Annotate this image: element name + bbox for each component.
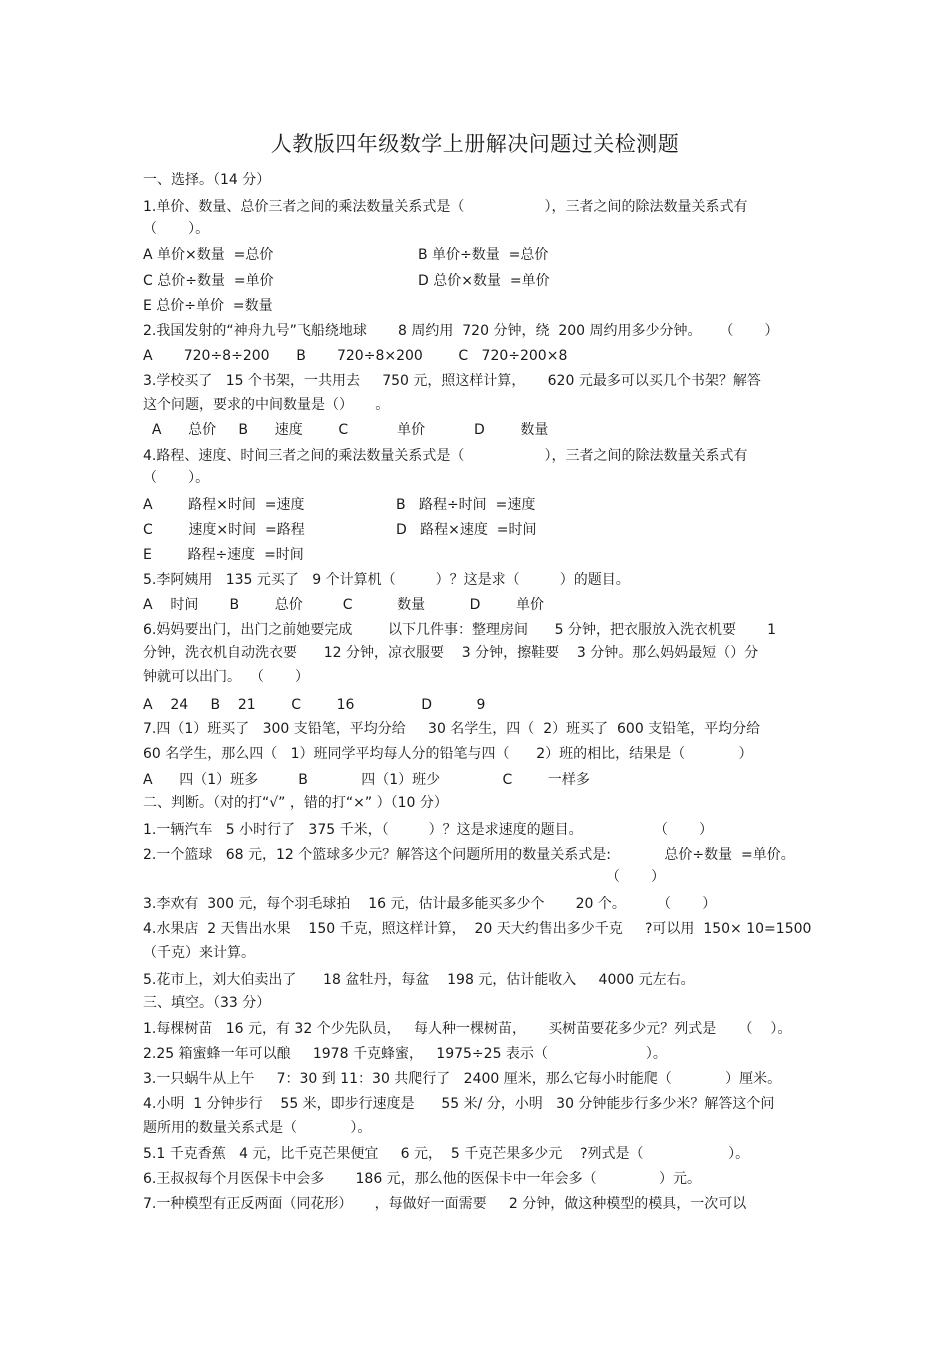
question-1-option-c: C 总价÷数量 =单价 bbox=[143, 273, 274, 289]
fill-1: 1.每棵树苗 16 元，有 32 个少先队员， 每人种一棵树苗， 买树苗要花多少元？列式是 （ ）。 bbox=[143, 1021, 792, 1037]
judge-1: 1.一辆汽车 5 小时行了 375 千米，（ ）？这是求速度的题目。 （ ） bbox=[143, 822, 713, 838]
fill-4-line-1: 4.小明 1 分钟步行 55 米，即步行速度是 55 米/ 分，小明 30 分钟能步行多少米？解答这个问 bbox=[143, 1096, 775, 1112]
question-3-line-2: 这个问题，要求的中间数量是（） 。 bbox=[143, 397, 390, 413]
question-4-option-d: D 路程×速度 =时间 bbox=[396, 522, 537, 538]
question-2: 2.我国发射的“神舟九号”飞船绕地球 8 周约用 720 分钟，绕 200 周约用多少分钟。 （ ） bbox=[143, 323, 779, 339]
fill-2: 2.25 箱蜜蜂一年可以酿 1978 千克蜂蜜， 1975÷25 表示（ ）。 bbox=[143, 1046, 667, 1062]
question-4-option-c: C 速度×时间 =路程 bbox=[143, 522, 305, 538]
judge-3: 3.李欢有 300 元，每个羽毛球拍 16 元，估计最多能买多少个 20 个。 （ ） bbox=[143, 896, 717, 912]
question-4-option-b: B 路程÷时间 =速度 bbox=[396, 497, 536, 513]
fill-6: 6.王叔叔每个月医保卡中会多 186 元，那么他的医保卡中一年会多（ ）元。 bbox=[143, 1171, 701, 1187]
fill-7: 7.一种模型有正反两面（同花形） ，每做好一面需要 2 分钟，做这种模型的模具，一次可以 bbox=[143, 1196, 747, 1212]
question-4-line-2: （ ）。 bbox=[143, 470, 210, 486]
question-4-line-1: 4.路程、速度、时间三者之间的乘法数量关系式是（ ），三者之间的除法数量关系式有 bbox=[143, 448, 748, 464]
question-3-line-1: 3.学校买了 15 个书架，一共用去 750 元，照这样计算， 620 元最多可以买几个书架？解答 bbox=[143, 373, 761, 389]
question-1-line-2: （ ）。 bbox=[143, 221, 210, 237]
question-6-line-1: 6.妈妈要出门，出门之前她要完成 以下几件事：整理房间 5 分钟，把衣服放入洗衣机要 1 bbox=[143, 622, 777, 638]
section-heading-fill: 三、填空。（33 分） bbox=[143, 995, 271, 1011]
question-4-option-e: E 路程÷速度 =时间 bbox=[143, 547, 304, 563]
question-1-option-a: A 单价×数量 =总价 bbox=[143, 247, 274, 263]
question-1-option-e: E 总价÷单价 =数量 bbox=[143, 298, 273, 314]
question-5: 5.李阿姨用 135 元买了 9 个计算机（ ）？这是求（ ）的题目。 bbox=[143, 572, 630, 588]
fill-5: 5.1 千克香蕉 4 元，比千克芒果便宜 6 元， 5 千克芒果多少元 ?列式是（ ）。 bbox=[143, 1146, 750, 1162]
question-7-line-2: 60 名学生，那么四（ 1）班同学平均每人分的铅笔与四（ 2）班的相比，结果是（ ） bbox=[143, 746, 753, 762]
fill-4-line-2: 题所用的数量关系式是（ ）。 bbox=[143, 1120, 372, 1136]
question-6-options: A 24 B 21 C 16 D 9 bbox=[143, 697, 486, 713]
question-5-options: A 时间 B 总价 C 数量 D 单价 bbox=[143, 597, 544, 613]
question-4-option-a: A 路程×时间 =速度 bbox=[143, 497, 305, 513]
section-heading-judge: 二、判断。（对的打“√” ，错的打“×” ）（10 分） bbox=[143, 795, 448, 811]
question-2-options: A 720÷8÷200 B 720÷8×200 C 720÷200×8 bbox=[143, 348, 568, 364]
judge-2-line-2: （ ） bbox=[143, 869, 665, 885]
judge-4-line-1: 4.水果店 2 天售出水果 150 千克，照这样计算， 20 天大约售出多少千克 ?可以用 150× 10=1500 bbox=[143, 921, 812, 937]
page-title: 人教版四年级数学上册解决问题过关检测题 bbox=[270, 132, 680, 156]
question-3-options: A 总价 B 速度 C 单价 D 数量 bbox=[143, 422, 549, 438]
fill-3: 3.一只蜗牛从上午 7：30 到 11：30 共爬行了 2400 厘米，那么它每小时能爬（ ）厘米。 bbox=[143, 1071, 782, 1087]
question-6-line-3: 钟就可以出门。 （ ） bbox=[143, 669, 310, 685]
judge-4-line-2: （千克）来计算。 bbox=[143, 945, 255, 961]
judge-2-line-1: 2.一个篮球 68 元，12 个篮球多少元？解答这个问题所用的数量关系式是: 总价÷数量 =单价。 bbox=[143, 847, 795, 863]
section-heading-choice: 一、选择。（14 分） bbox=[143, 172, 271, 188]
judge-5: 5.花市上，刘大伯卖出了 18 盆牡丹，每盆 198 元，估计能收入 4000 元左右。 bbox=[143, 972, 695, 988]
question-1-line-1: 1.单价、数量、总价三者之间的乘法数量关系式是（ ），三者之间的除法数量关系式有 bbox=[143, 199, 748, 215]
question-7-line-1: 7.四（1）班买了 300 支铅笔，平均分给 30 名学生，四（ 2）班买了 600 支铅笔，平均分给 bbox=[143, 721, 761, 737]
question-1-option-d: D 总价×数量 =单价 bbox=[418, 273, 550, 289]
question-6-line-2: 分钟，洗衣机自动洗衣要 12 分钟，凉衣服要 3 分钟，擦鞋要 3 分钟。那么妈妈最短（）分 bbox=[143, 645, 759, 661]
question-7-options: A 四（1）班多 B 四（1）班少 C 一样多 bbox=[143, 772, 590, 788]
question-1-option-b: B 单价÷数量 =总价 bbox=[418, 247, 549, 263]
